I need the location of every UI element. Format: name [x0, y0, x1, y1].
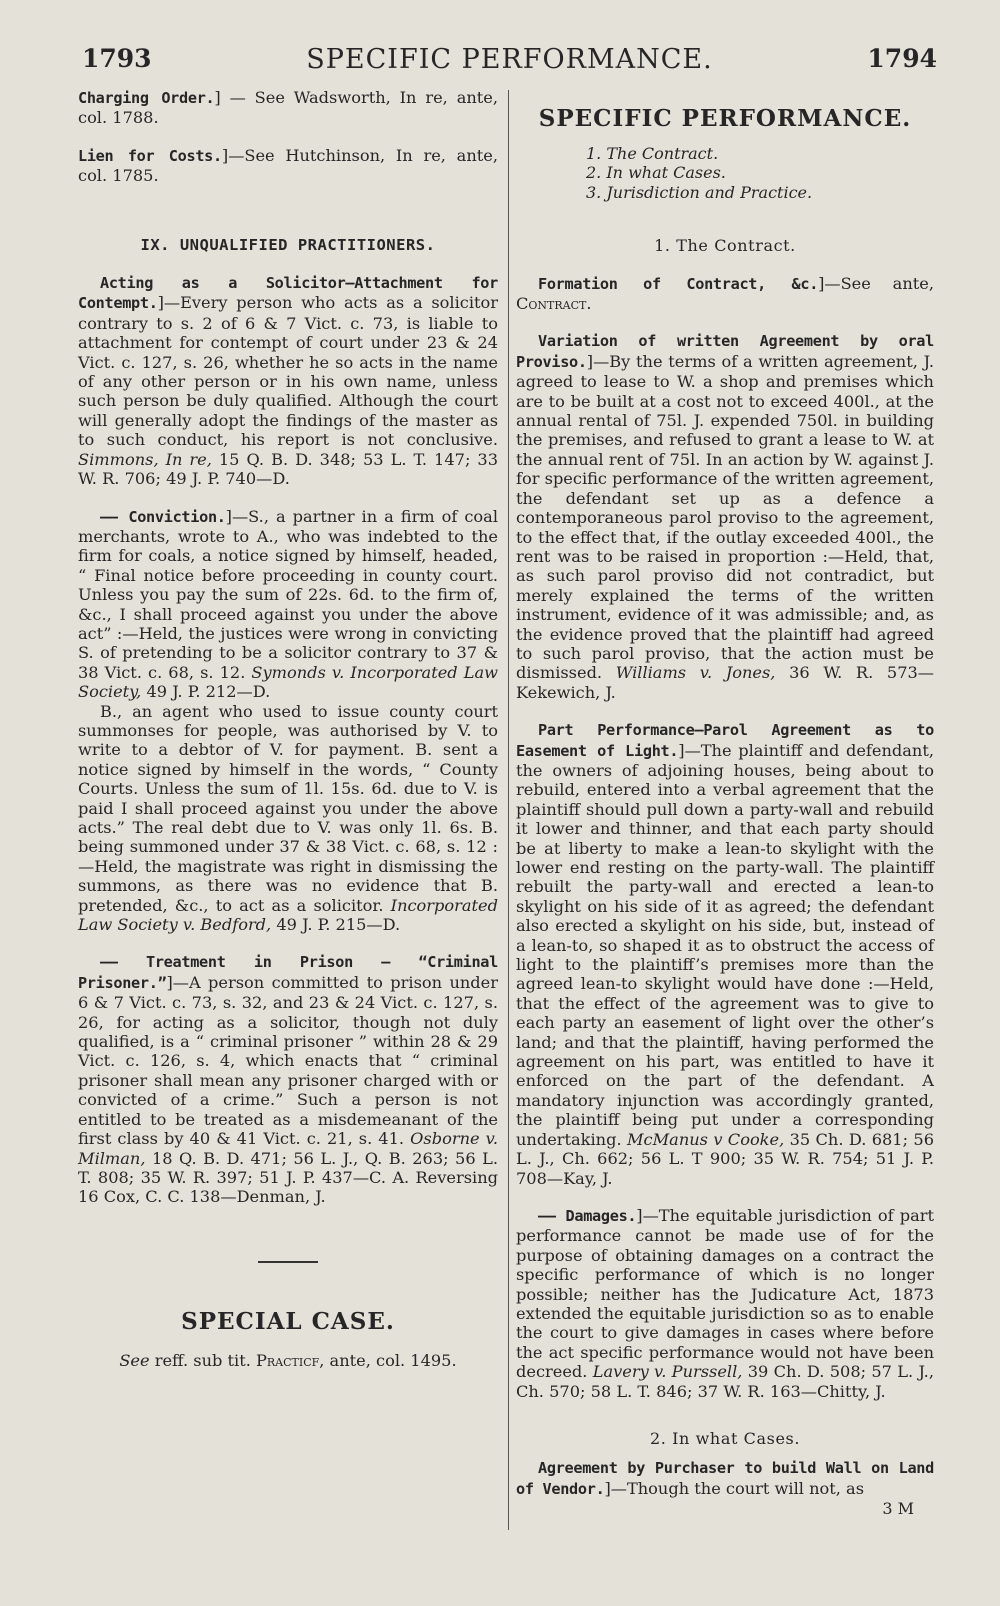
- entry-heading: —— Damages.: [538, 1206, 637, 1225]
- entry-text: B., an agent who used to issue county court summonses for people, was authorised by V. to write to a debtor of V. for payment. B. sent a notice signed by himself in the words, “ County Courts. Unless the sum of 1l. 15s. 6d. due to V. is paid I shall proceed against you under the above acts.” The real debt due to V. was only 1l. 6s. B. being summoned under 37 & 38 Vict. c. 68, s. 12 :—Held, the magistrate was right in dismissing the summons, as there was no evidence that B. pretended, &c., to act as a solicitor.: [78, 701, 498, 915]
- special-case-title: SPECIAL CASE.: [181, 1307, 395, 1335]
- entry-agreement-purchaser: [516, 1458, 934, 1499]
- entry-acting-solicitor: [78, 273, 498, 488]
- case-citation: Williams v. Jones,: [615, 663, 776, 683]
- entry-heading: Variation of written Agreement by oral Proviso.: [516, 332, 934, 371]
- page-number-left: 1793: [82, 44, 152, 73]
- see-label: See: [119, 1350, 150, 1370]
- entry-heading: Formation of Contract, &c.: [538, 274, 819, 293]
- subsection-heading-1: 1. The Contract.: [654, 236, 796, 256]
- signature-mark: 3 M: [882, 1499, 914, 1519]
- case-citation: Lavery v. Purssell,: [592, 1362, 743, 1382]
- toc-item: 1. The Contract.: [586, 144, 719, 163]
- entry-formation: [516, 274, 934, 314]
- entry-text: ]—The equitable jurisdiction of part performance cannot be made use of for the purpose of obtaining damages on a contract the specific performance of which is no longer possible; neither has the Judicature Act, 1873 extended the equitable jurisdiction so as to enable the court to give damages in cases where before the act specific performance would not have been decreed.: [516, 1205, 935, 1382]
- case-citation: Incorporated Law Society v. Bedford,: [78, 895, 498, 935]
- entry-heading: Charging Order.: [78, 89, 215, 107]
- entry-text: ]—The plaintiff and defendant, the owners of adjoining houses, being about to rebuild, entered into a verbal agreement that the plaintiff should pull down a party-wall and rebuild it lower and thinner, and that each party should be at liberty to make a lean-to skylight with the lower end resting on the party-wall. The plaintiff rebuilt the party-wall and erected a lean-to skylight on his side of it as agreed; the defendant also erected a skylight on his side, but, instead of a lean-to, so shaped it as to obstruct the access of light to the plaintiff’s premises more than the agreed lean-to skylight would have done :—Held, that the effect of the agreement was to give to each party an easement of light over the other’s land; and that the plaintiff, having performed the agreement on his part, was entitled to have it enforced on the part of the defendant. A mandatory injunction was accordingly granted, the plaintiff being put under a corresponding undertaking.: [516, 740, 935, 1149]
- report-citation: 39 Ch. D. 508; 57 L. J., Ch. 570; 58 L. T. 846; 37 W. R. 163—Chitty, J.: [516, 1362, 934, 1401]
- entry-heading: —— Conviction.: [100, 507, 226, 526]
- entry-text: ]—By the terms of a written agreement, J. agreed to lease to W. a shop and premises which are to be built at a cost not to exceed 400l., at the annual rental of 75l. J. expended 750l. in building the premises, and refused to grant a lease to W. at the annual rent of 75l. In an action by W. against J. for specific performance of the written agreement, the defendant set up as a defence a contemporaneous parol proviso to the agreement, to the effect that, if the outlay exceeded 400l., the rent was to be raised in proportion :—Held, that, as such parol proviso did not contradict, but merely explained the terms of the written instrument, evidence of it was admissible; and, as the evidence proved that the plaintiff had agreed to such parol proviso, that the action must be dismissed.: [516, 351, 934, 683]
- special-case-reference: [78, 1351, 498, 1370]
- entry-text: ]—See Hutchinson, In re, ante, col. 1785.: [78, 145, 498, 186]
- entry-heading: Agreement by Purchaser to build Wall on Land of Vendor.: [516, 1459, 934, 1498]
- entry-text: ] — See Wadsworth, In re, ante, col. 1788.: [78, 88, 499, 128]
- reference-title: Practicf: [256, 1350, 320, 1370]
- report-citation: 49 J. P. 212—D.: [141, 682, 271, 702]
- reference-text: reff. sub tit.: [149, 1350, 256, 1370]
- entry-text: ]—See ante,: [818, 273, 934, 293]
- case-citation: Symonds v. Incorporated Law Society,: [78, 662, 498, 702]
- table-of-contents: [586, 144, 934, 202]
- entry-heading: Acting as a Solicitor—Attachment for Contempt.: [78, 274, 498, 313]
- entry-text: ]—Every person who acts as a solicitor contrary to s. 2 of 6 & 7 Vict. c. 73, is liable to attachment for contempt of court under 23 & 24 Vict. c. 127, s. 26, whether he so acts in the name of any other person or in his own name, unless such person be duly qualified. Although the court will generally adopt the findings of the master as to such conduct, his report is not conclusive.: [78, 293, 498, 450]
- page-number-right: 1794: [867, 44, 937, 73]
- entry-heading: Part Performance—Parol Agreement as to Easement of Light.: [516, 721, 934, 760]
- report-citation: 18 Q. B. D. 471; 56 L. J., Q. B. 263; 56 L. T. 808; 35 W. R. 397; 51 J. P. 437—C. A. Reversing 16 Cox, C. C. 138—Denman, J.: [78, 1148, 498, 1207]
- report-citation: 15 Q. B. D. 348; 53 L. T. 147; 33 W. R. 706; 49 J. P. 740—D.: [78, 449, 498, 489]
- separator-rule: [258, 1261, 318, 1263]
- reference-tail: , ante, col. 1495.: [319, 1350, 457, 1370]
- report-citation: 49 J. P. 215—D.: [271, 915, 401, 935]
- entry-text: ]—Though the court will not, as: [604, 1478, 865, 1498]
- entry-heading: Lien for Costs.: [78, 146, 222, 165]
- entry-charging-order: [78, 88, 498, 128]
- entry-damages: [516, 1206, 934, 1401]
- entry-treatment-prison: [78, 952, 498, 1206]
- running-title: SPECIFIC PERFORMANCE.: [306, 44, 713, 75]
- column-divider: [508, 90, 509, 1530]
- case-citation: McManus v Cooke,: [626, 1129, 785, 1149]
- section-heading-ix: IX. UNQUALIFIED PRACTITIONERS.: [140, 235, 436, 254]
- entry-conviction: [78, 507, 498, 702]
- report-citation: 35 Ch. D. 681; 56 L. J., Ch. 662; 56 L. T 900; 35 W. R. 754; 51 J. P. 708—Kay, J.: [516, 1129, 934, 1188]
- subsection-heading-2: 2. In what Cases.: [649, 1428, 801, 1448]
- toc-item: 2. In what Cases.: [586, 163, 726, 183]
- toc-item: 3. Jurisdiction and Practice.: [586, 182, 813, 202]
- entry-heading: —— Treatment in Prison — “Criminal Prisoner.”: [78, 953, 498, 992]
- case-citation: Osborne v. Milman,: [78, 1129, 499, 1168]
- entry-agent: [78, 702, 498, 935]
- entry-variation: [516, 331, 934, 702]
- chapter-title: SPECIFIC PERFORMANCE.: [538, 105, 912, 132]
- right-column: [516, 88, 934, 1519]
- entry-text: ]—S., a partner in a firm of coal merchants, wrote to A., who was indebted to the firm for coals, a notice signed by himself, headed, “ Final notice before proceeding in county court. Unless you pay the sum of 22s. 6d. to the firm of, &c., I shall proceed against you under the above act” :—Held, the justices were wrong in convicting S. of pretending to be a solicitor contrary to 37 & 38 Vict. c. 68, s. 12.: [78, 506, 498, 682]
- page-header: [82, 44, 937, 84]
- entry-lien-costs: [78, 146, 498, 186]
- entry-text: ]—A person committed to prison under 6 & 7 Vict. c. 73, s. 32, and 23 & 24 Vict. c. 127, s. 26, for acting as a solicitor, though not duly qualified, is a “ criminal prisoner ” within 28 & 29 Vict. c. 126, s. 4, which enacts that “ criminal prisoner shall mean any prisoner charged with or convicted of a crime.” Such a person is not entitled to be treated as a misdemeanant of the first class by 40 & 41 Vict. c. 21, s. 41.: [78, 972, 498, 1149]
- case-citation: Simmons, In re,: [78, 449, 212, 469]
- entry-part-performance: [516, 720, 934, 1188]
- left-column: [78, 88, 498, 1370]
- report-citation: 36 W. R. 573—Kekewich, J.: [516, 663, 934, 702]
- cross-reference: Contract.: [516, 294, 592, 314]
